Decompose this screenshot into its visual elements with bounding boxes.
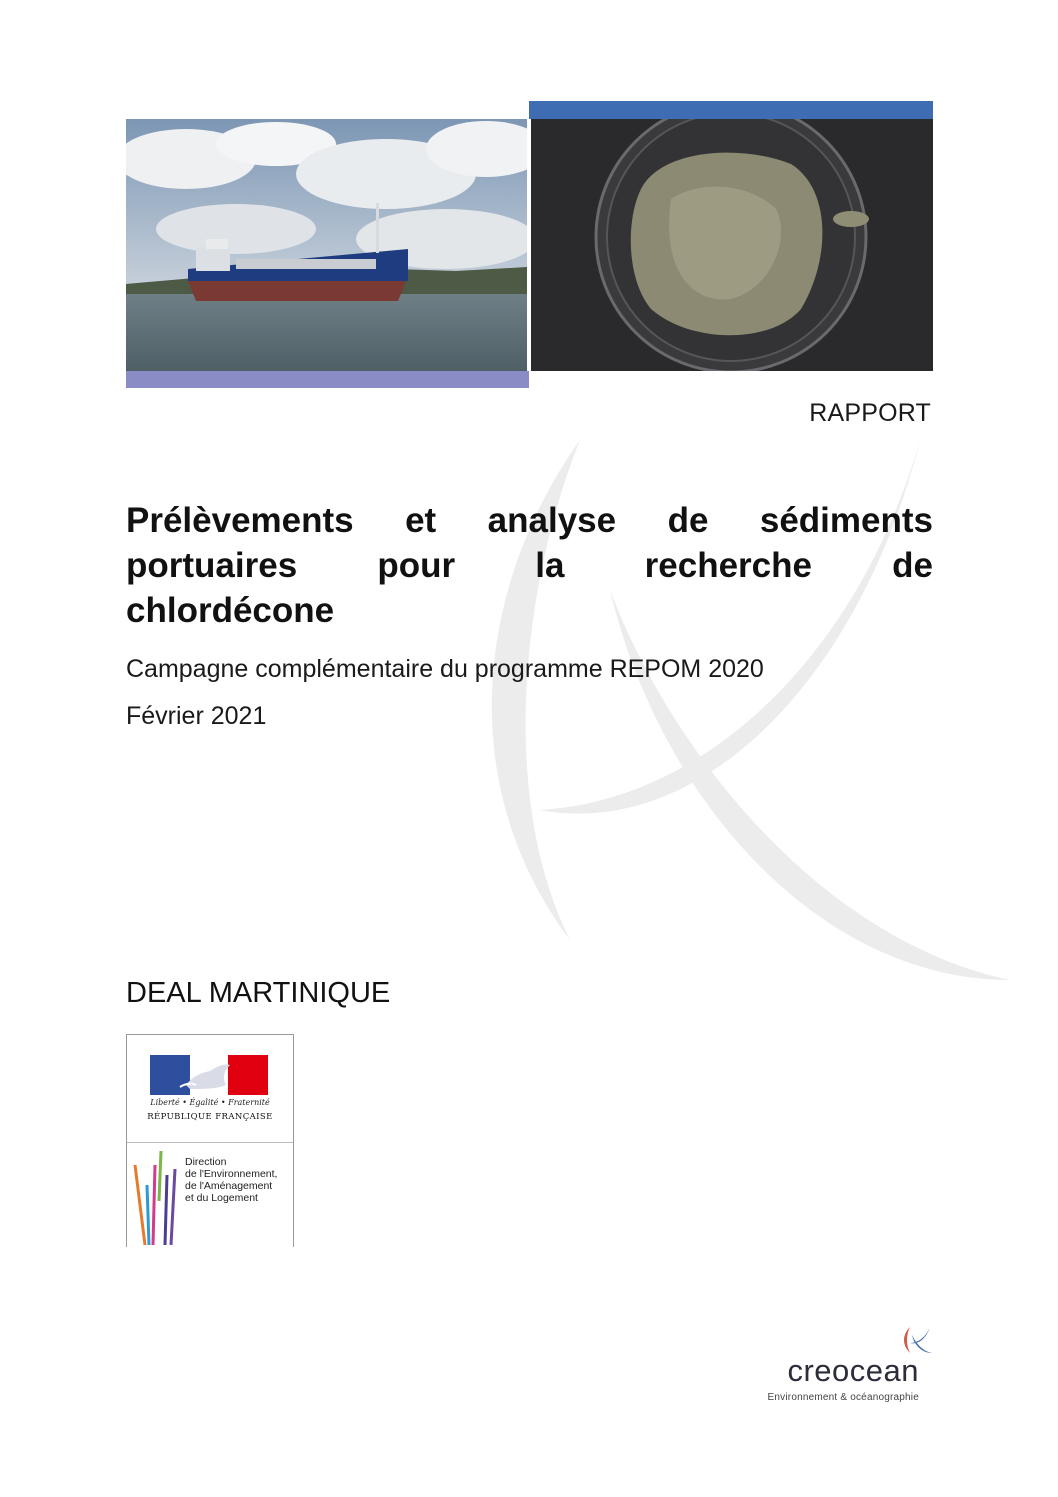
report-subtitle: Campagne complémentaire du programme REPOM 2020 — [126, 655, 764, 683]
header-lilac-bar — [126, 371, 529, 388]
dreal-name-line: de l'Aménagement — [185, 1180, 273, 1192]
dreal-name-line: et du Logement — [185, 1192, 258, 1204]
dreal-name-line: Direction — [185, 1156, 227, 1168]
republic-motto: Liberté • Égalité • Fraternité — [150, 1098, 270, 1107]
creocean-logo-icon — [900, 1325, 934, 1355]
ship-photo — [126, 119, 527, 371]
report-type-label: RAPPORT — [809, 399, 931, 427]
sediment-sample-photo — [531, 119, 933, 371]
report-title-line: portuaires pour la recherche de — [126, 546, 933, 585]
report-date: Février 2021 — [126, 702, 267, 730]
report-title-line: chlordécone — [126, 591, 335, 630]
report-title — [126, 498, 933, 633]
deal-martinique-logo — [126, 1034, 294, 1247]
company-tagline: Environnement & océanographie — [767, 1392, 919, 1403]
company-name: creocean — [787, 1353, 919, 1388]
client-name: DEAL MARTINIQUE — [126, 977, 391, 1009]
report-title-line: Prélèvements et analyse de sédiments — [126, 501, 933, 540]
dreal-stripes-icon — [131, 1145, 183, 1247]
dreal-name — [185, 1156, 293, 1204]
dreal-name-line: de l'Environnement, — [185, 1168, 278, 1180]
logo-divider — [127, 1142, 293, 1143]
republic-name: RÉPUBLIQUE FRANÇAISE — [147, 1112, 273, 1122]
header-blue-bar — [529, 101, 933, 119]
marianne-flag-icon — [150, 1055, 268, 1095]
